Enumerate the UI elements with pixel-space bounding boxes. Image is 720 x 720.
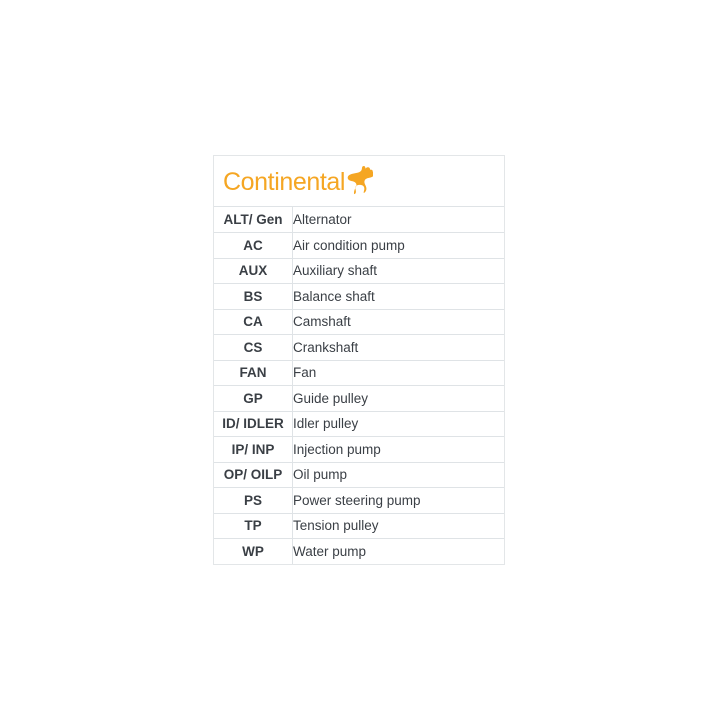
desc-cell: Idler pulley (293, 411, 505, 437)
desc-cell: Fan (293, 360, 505, 386)
table-row (214, 386, 504, 412)
desc-cell: Air condition pump (293, 233, 505, 259)
abbr-cell: WP (214, 539, 293, 565)
table-row (214, 488, 504, 514)
desc-cell: Crankshaft (293, 335, 505, 361)
table-row (214, 233, 504, 259)
table-row (214, 411, 504, 437)
abbr-cell: ALT/ Gen (214, 207, 293, 233)
brand-name: Continental (223, 167, 346, 196)
desc-cell: Auxiliary shaft (293, 258, 505, 284)
continental-logo (223, 166, 373, 196)
abbr-cell: CS (214, 335, 293, 361)
abbr-cell: CA (214, 309, 293, 335)
table-row (214, 284, 504, 310)
abbr-cell: OP/ OILP (214, 462, 293, 488)
table-row (214, 207, 504, 233)
table-body (214, 207, 504, 564)
abbr-cell: ID/ IDLER (214, 411, 293, 437)
desc-cell: Alternator (293, 207, 505, 233)
table-row (214, 309, 504, 335)
desc-cell: Injection pump (293, 437, 505, 463)
table-row (214, 335, 504, 361)
desc-cell: Balance shaft (293, 284, 505, 310)
desc-cell: Oil pump (293, 462, 505, 488)
abbr-cell: TP (214, 513, 293, 539)
abbr-cell: AC (214, 233, 293, 259)
table-row (214, 462, 504, 488)
table-row (214, 437, 504, 463)
table-row (214, 360, 504, 386)
table-row (214, 513, 504, 539)
desc-cell: Tension pulley (293, 513, 505, 539)
abbr-cell: FAN (214, 360, 293, 386)
table-row (214, 258, 504, 284)
abbr-cell: PS (214, 488, 293, 514)
continental-horse-icon (347, 165, 373, 195)
abbreviation-table (214, 207, 504, 564)
abbr-cell: BS (214, 284, 293, 310)
desc-cell: Guide pulley (293, 386, 505, 412)
abbr-cell: GP (214, 386, 293, 412)
abbr-cell: AUX (214, 258, 293, 284)
desc-cell: Power steering pump (293, 488, 505, 514)
legend-card (213, 155, 505, 565)
table-row (214, 539, 504, 565)
desc-cell: Water pump (293, 544, 367, 559)
desc-cell: Camshaft (293, 309, 505, 335)
brand-header (214, 156, 504, 207)
abbr-cell: IP/ INP (214, 437, 293, 463)
